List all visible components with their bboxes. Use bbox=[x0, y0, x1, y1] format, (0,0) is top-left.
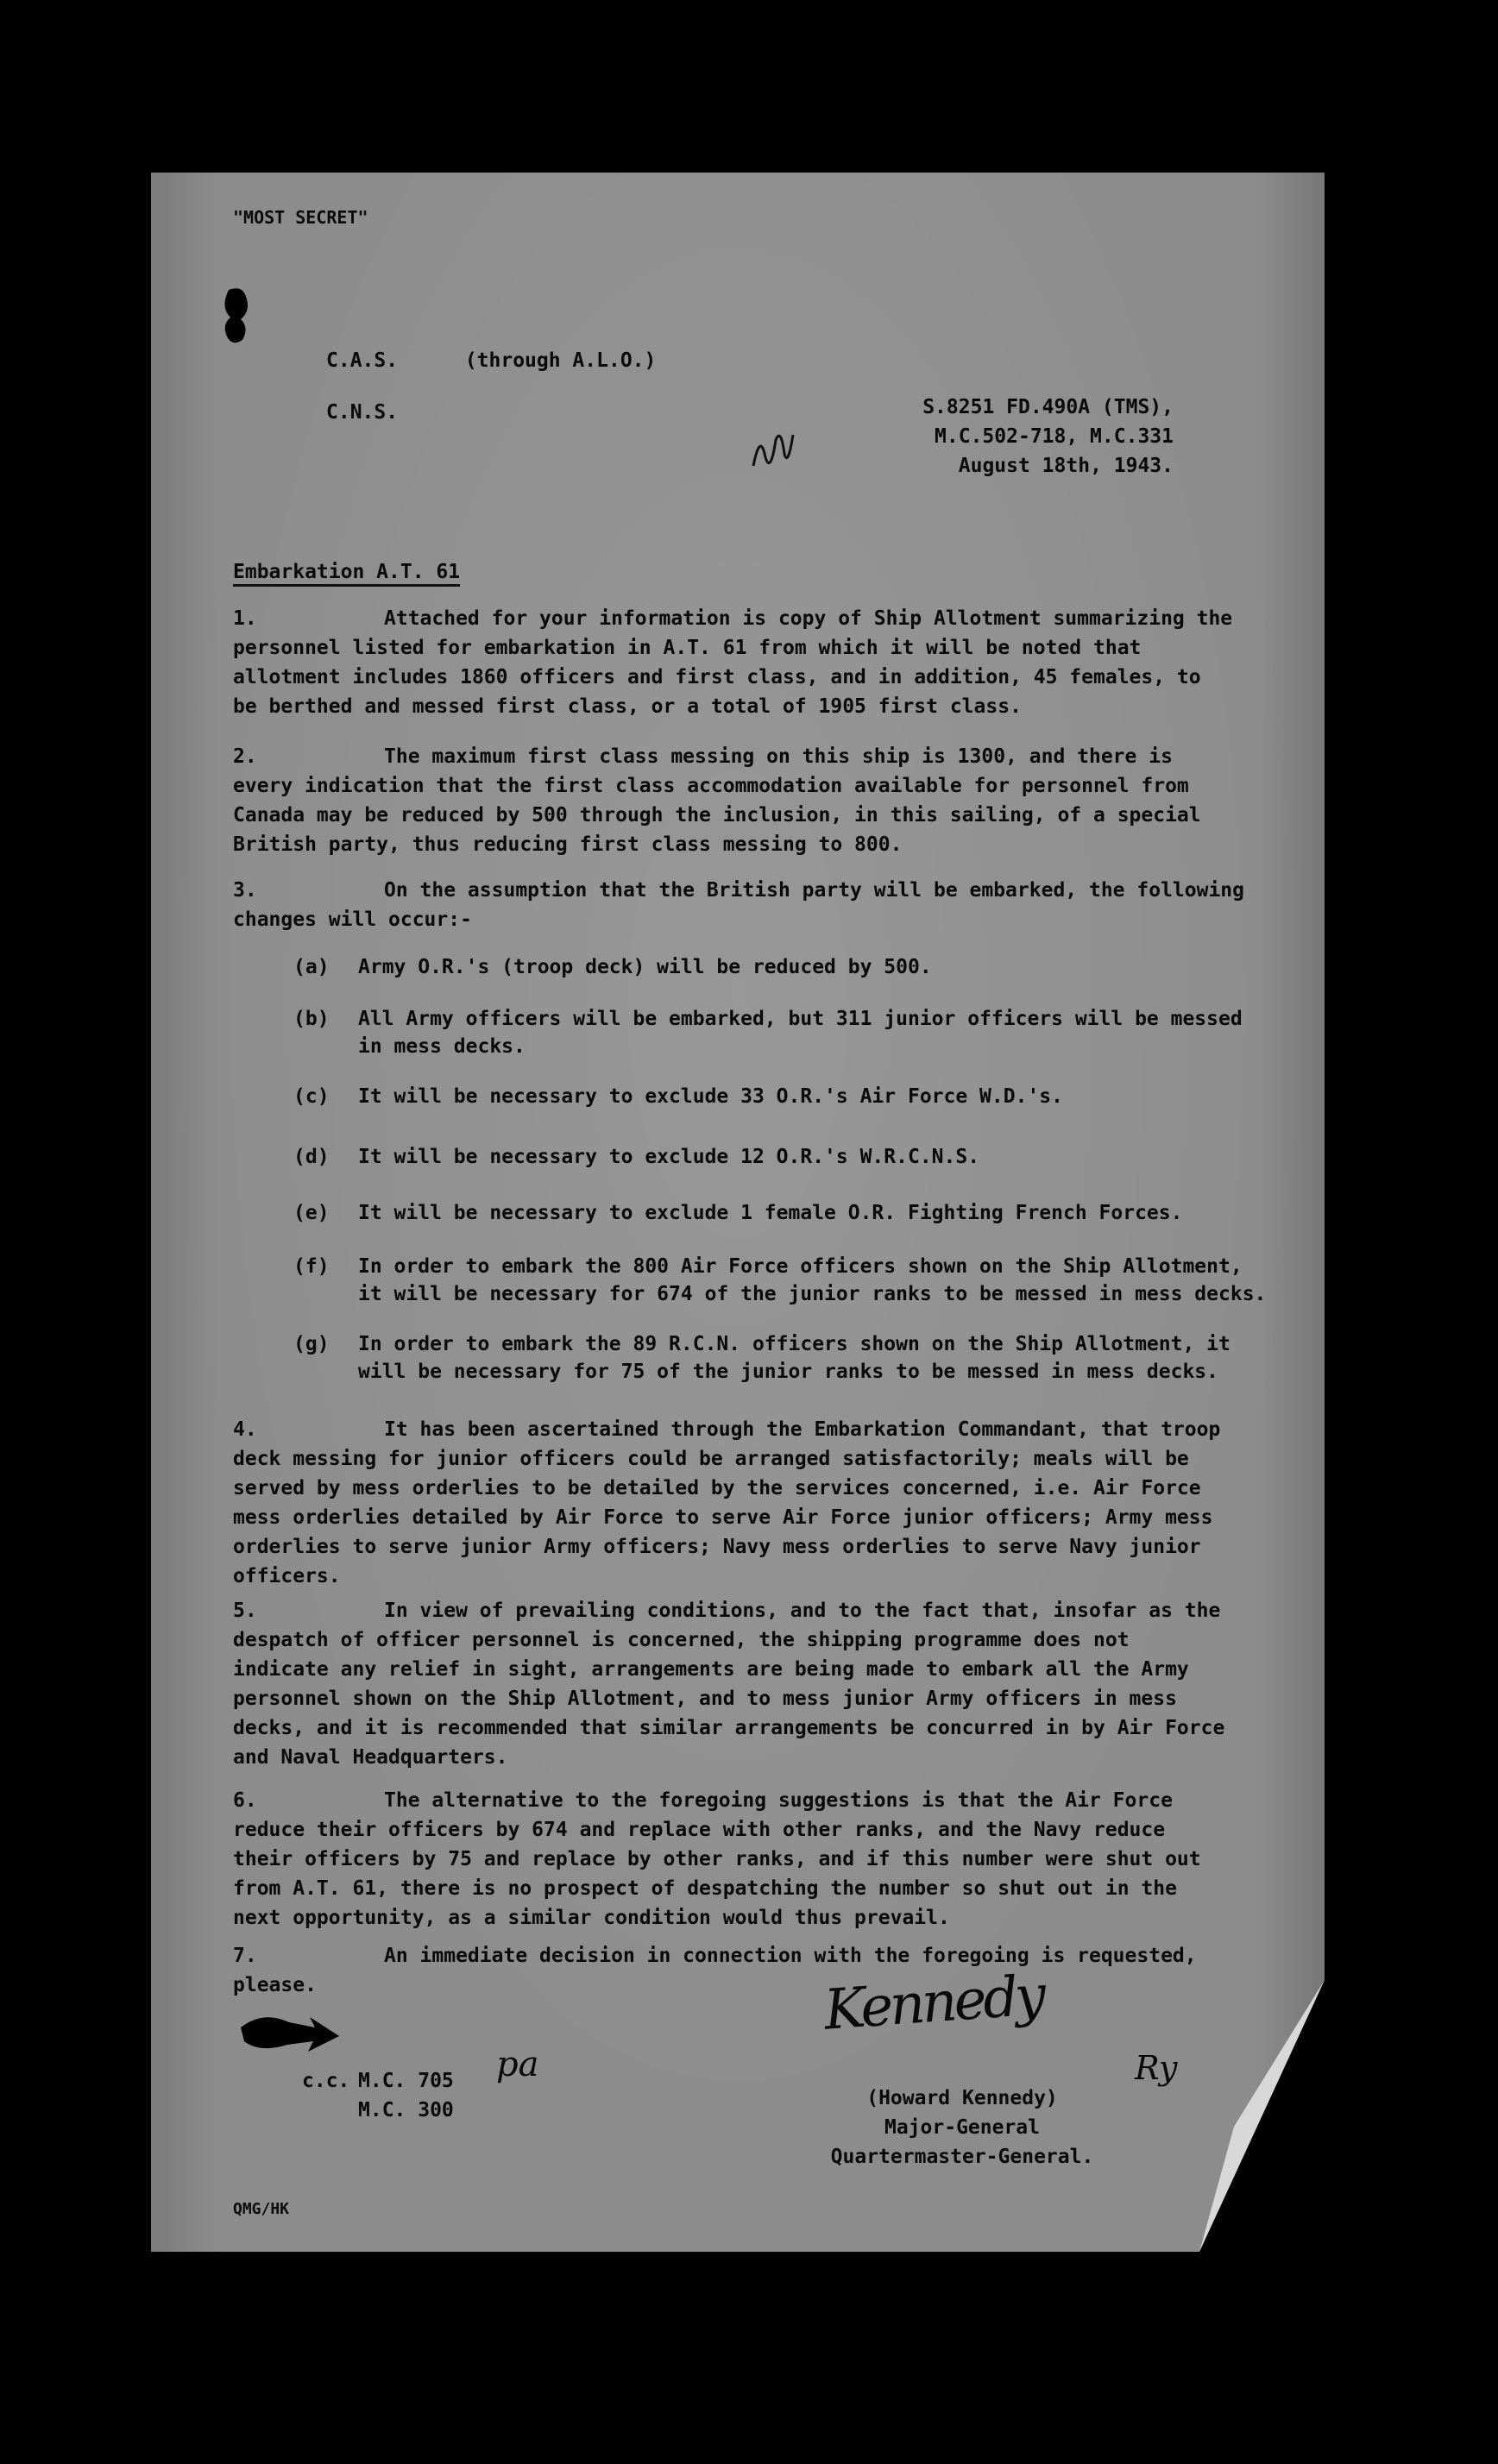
handwritten-note: pa bbox=[496, 2045, 539, 2084]
list-item-e bbox=[293, 1199, 1182, 1227]
signatory-title: Quartermaster-General. bbox=[830, 2146, 1094, 2168]
item-line: It will be necessary to exclude 33 O.R.'s Air Force W.D.'s. bbox=[358, 1085, 1063, 1108]
signature-block bbox=[824, 2084, 1100, 2172]
list-item-c bbox=[293, 1083, 1063, 1110]
paragraph-7 bbox=[233, 1941, 1197, 2000]
list-item-a bbox=[293, 953, 932, 981]
paragraph-line: The maximum first class messing on this ship is 1300, and there is bbox=[384, 745, 1173, 768]
paragraph-line: personnel listed for embarkation in A.T. 61 from which it will be noted that bbox=[233, 637, 1142, 659]
reference-mc-numbers: M.C.502-718, M.C.331 bbox=[935, 425, 1174, 448]
paragraph-line: served by mess orderlies to be detailed by the services concerned, i.e. Air Force bbox=[233, 1477, 1201, 1499]
reference-date: August 18th, 1943. bbox=[958, 455, 1174, 477]
paragraph-number: 2. bbox=[233, 745, 257, 768]
item-line: It will be necessary to exclude 1 female O.R. Fighting French Forces. bbox=[358, 1202, 1183, 1224]
item-line: It will be necessary to exclude 12 O.R.'s W.R.C.N.S. bbox=[358, 1146, 980, 1168]
paragraph-line: An immediate decision in connection with the foregoing is requested, bbox=[384, 1945, 1197, 1967]
paragraph-line: be berthed and messed first class, or a total of 1905 first class. bbox=[233, 695, 1022, 718]
paragraph-number: 5. bbox=[233, 1600, 257, 1622]
paragraph-line: British party, thus reducing first class messing to 800. bbox=[233, 833, 903, 856]
paragraph-line: orderlies to serve junior Army officers; Navy mess orderlies to serve Navy junior bbox=[233, 1536, 1201, 1558]
paragraph-line: decks, and it is recommended that similar arrangements be concurred in by Air Force bbox=[233, 1717, 1225, 1739]
addressee-cas-note: (through A.L.O.) bbox=[464, 349, 657, 372]
list-item-g bbox=[293, 1330, 1230, 1386]
paragraph-line: It has been ascertained through the Embarkation Commandant, that troop bbox=[384, 1418, 1221, 1441]
signature-initials: Ry bbox=[1135, 2049, 1178, 2087]
item-line: in mess decks. bbox=[358, 1035, 526, 1058]
paragraph-line: reduce their officers by 674 and replace with other ranks, and the Navy reduce bbox=[233, 1819, 1166, 1841]
paragraph-3 bbox=[233, 876, 1244, 934]
subject-line bbox=[233, 561, 460, 583]
cc-recipient: M.C. 705 bbox=[358, 2070, 454, 2092]
paragraph-5 bbox=[233, 1596, 1224, 1772]
paragraph-line: from A.T. 61, there is no prospect of despatching the number so shut out in the bbox=[233, 1877, 1177, 1900]
paragraph-line: mess orderlies detailed by Air Force to serve Air Force junior officers; Army mess bbox=[233, 1506, 1213, 1529]
paragraph-2 bbox=[233, 742, 1201, 859]
paragraph-line: please. bbox=[233, 1974, 317, 1996]
reference-file-number: S.8251 FD.490A (TMS), bbox=[922, 396, 1174, 418]
list-item-d bbox=[293, 1143, 979, 1171]
cc-list bbox=[358, 2066, 454, 2125]
paragraph-line: officers. bbox=[233, 1565, 341, 1587]
handwritten-initials-mark bbox=[746, 423, 798, 475]
addressee-cas bbox=[326, 349, 656, 372]
paragraph-1 bbox=[233, 604, 1232, 721]
paragraph-line: The alternative to the foregoing suggestions is that the Air Force bbox=[384, 1789, 1173, 1812]
classification-marking: "MOST SECRET" bbox=[233, 207, 368, 228]
item-line: it will be necessary for 674 of the junior ranks to be messed in mess decks. bbox=[358, 1283, 1267, 1305]
item-marker: (f) bbox=[293, 1255, 330, 1278]
signatory-name: (Howard Kennedy) bbox=[866, 2087, 1058, 2109]
paragraph-line: and Naval Headquarters. bbox=[233, 1746, 508, 1769]
document-page bbox=[151, 173, 1325, 2252]
item-marker: (e) bbox=[293, 1202, 330, 1224]
paragraph-number: 3. bbox=[233, 879, 257, 902]
ink-arrow-mark bbox=[237, 2010, 341, 2071]
paragraph-line: Canada may be reduced by 500 through the inclusion, in this sailing, of a special bbox=[233, 804, 1201, 827]
item-line: In order to embark the 89 R.C.N. officers shown on the Ship Allotment, it bbox=[358, 1333, 1230, 1355]
paragraph-line: allotment includes 1860 officers and first class, and in addition, 45 females, to bbox=[233, 666, 1201, 688]
paragraph-6 bbox=[233, 1786, 1201, 1933]
list-item-f bbox=[293, 1253, 1266, 1308]
folded-corner bbox=[1199, 1980, 1325, 2252]
paragraph-line: On the assumption that the British party will be embarked, the following bbox=[384, 879, 1244, 902]
paragraph-number: 4. bbox=[233, 1418, 257, 1441]
paragraph-line: despatch of officer personnel is concerned, the shipping programme does not bbox=[233, 1629, 1130, 1651]
cc-recipient: M.C. 300 bbox=[358, 2099, 454, 2121]
reference-block bbox=[922, 393, 1174, 481]
subject-text: Embarkation A.T. 61 bbox=[233, 561, 460, 587]
paragraph-line: changes will occur:- bbox=[233, 908, 472, 931]
paragraph-number: 6. bbox=[233, 1789, 257, 1812]
signature-scrawl: Kennedy bbox=[821, 1964, 1045, 2043]
item-marker: (a) bbox=[293, 956, 330, 978]
punch-hole-mark bbox=[220, 285, 255, 347]
signatory-rank: Major-General bbox=[884, 2116, 1040, 2139]
addressee-cas-label: C.A.S. bbox=[326, 349, 399, 372]
paragraph-4 bbox=[233, 1415, 1220, 1591]
addressee-cns: C.N.S. bbox=[326, 401, 399, 424]
item-line: will be necessary for 75 of the junior ranks to be messed in mess decks. bbox=[358, 1361, 1218, 1383]
paragraph-line: their officers by 75 and replace by other ranks, and if this number were shut out bbox=[233, 1848, 1201, 1870]
paragraph-line: every indication that the first class accommodation available for personnel from bbox=[233, 775, 1189, 797]
paragraph-line: In view of prevailing conditions, and to the fact that, insofar as the bbox=[384, 1600, 1221, 1622]
paragraph-number: 1. bbox=[233, 607, 257, 630]
item-line: Army O.R.'s (troop deck) will be reduced by 500. bbox=[358, 956, 932, 978]
paragraph-line: indicate any relief in sight, arrangements are being made to embark all the Army bbox=[233, 1658, 1189, 1681]
item-marker: (g) bbox=[293, 1333, 330, 1355]
footer-code: QMG/HK bbox=[233, 2200, 290, 2218]
paragraph-line: deck messing for junior officers could be arranged satisfactorily; meals will be bbox=[233, 1448, 1189, 1470]
item-line: In order to embark the 800 Air Force officers shown on the Ship Allotment, bbox=[358, 1255, 1243, 1278]
item-marker: (c) bbox=[293, 1085, 330, 1108]
item-line: All Army officers will be embarked, but 311 junior officers will be messed bbox=[358, 1008, 1243, 1030]
item-marker: (b) bbox=[293, 1008, 330, 1030]
item-marker: (d) bbox=[293, 1146, 330, 1168]
cc-label: c.c. bbox=[302, 2070, 350, 2092]
paragraph-number: 7. bbox=[233, 1945, 257, 1967]
paragraph-line: personnel shown on the Ship Allotment, and to mess junior Army officers in mess bbox=[233, 1688, 1177, 1710]
paragraph-line: next opportunity, as a similar condition would thus prevail. bbox=[233, 1907, 950, 1929]
paragraph-line: Attached for your information is copy of Ship Allotment summarizing the bbox=[384, 607, 1233, 630]
list-item-b bbox=[293, 1005, 1243, 1060]
